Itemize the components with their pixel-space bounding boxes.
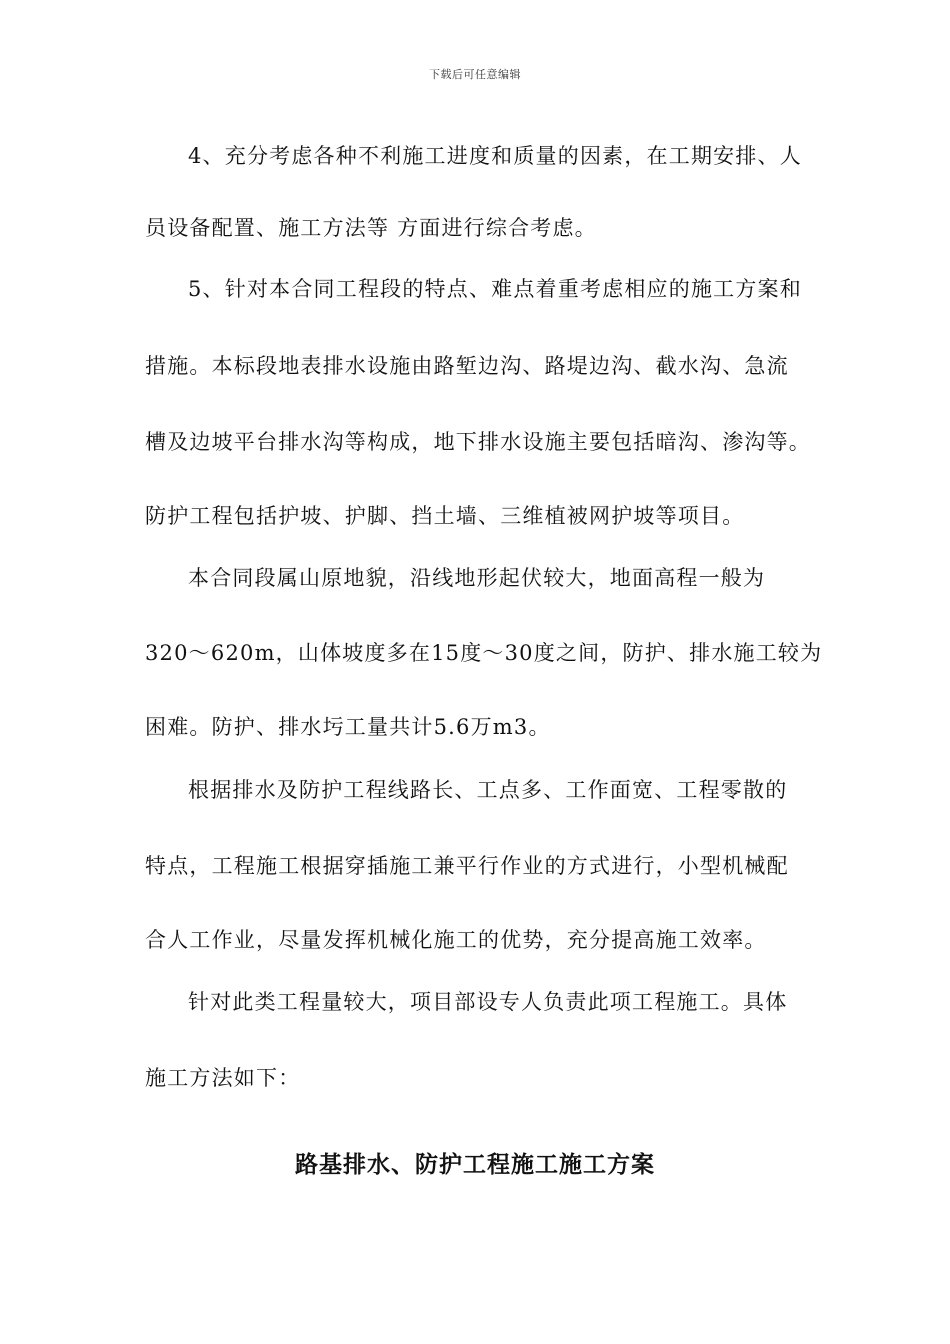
paragraph-line: 针对此类工程量较大，项目部设专人负责此项工程施工。具体	[188, 990, 788, 1014]
paragraph-line: 合人工作业，尽量发挥机械化施工的优势，充分提高施工效率。	[145, 928, 767, 952]
header-note: 下载后可任意编辑	[429, 68, 521, 81]
paragraph-line: 槽及边坡平台排水沟等构成，地下排水设施主要包括暗沟、渗沟等。	[145, 430, 811, 454]
paragraph-line: 本合同段属山原地貌，沿线地形起伏较大，地面高程一般为	[188, 566, 766, 590]
section-title: 路基排水、防护工程施工施工方案	[295, 1151, 655, 1178]
paragraph-line: 施工方法如下：	[145, 1066, 301, 1090]
paragraph-line: 4、充分考虑各种不利施工进度和质量的因素，在工期安排、人	[188, 144, 802, 168]
paragraph-line: 员设备配置、施工方法等 方面进行综合考虑。	[145, 216, 597, 240]
paragraph-line: 防护工程包括护坡、护脚、挡土墙、三维植被网护坡等项目。	[145, 504, 745, 528]
paragraph-line: 措施。本标段地表排水设施由路堑边沟、路堤边沟、截水沟、急流	[145, 354, 789, 378]
paragraph-line: 根据排水及防护工程线路长、工点多、工作面宽、工程零散的	[188, 778, 788, 802]
paragraph-line: 5、针对本合同工程段的特点、难点着重考虑相应的施工方案和	[188, 277, 802, 301]
paragraph-line: 特点，工程施工根据穿插施工兼平行作业的方式进行，小型机械配	[145, 854, 789, 878]
paragraph-line: 困难。防护、排水圬工量共计5.6万m3。	[145, 715, 551, 739]
paragraph-line: 320～620m，山体坡度多在15度～30度之间，防护、排水施工较为	[145, 641, 823, 665]
